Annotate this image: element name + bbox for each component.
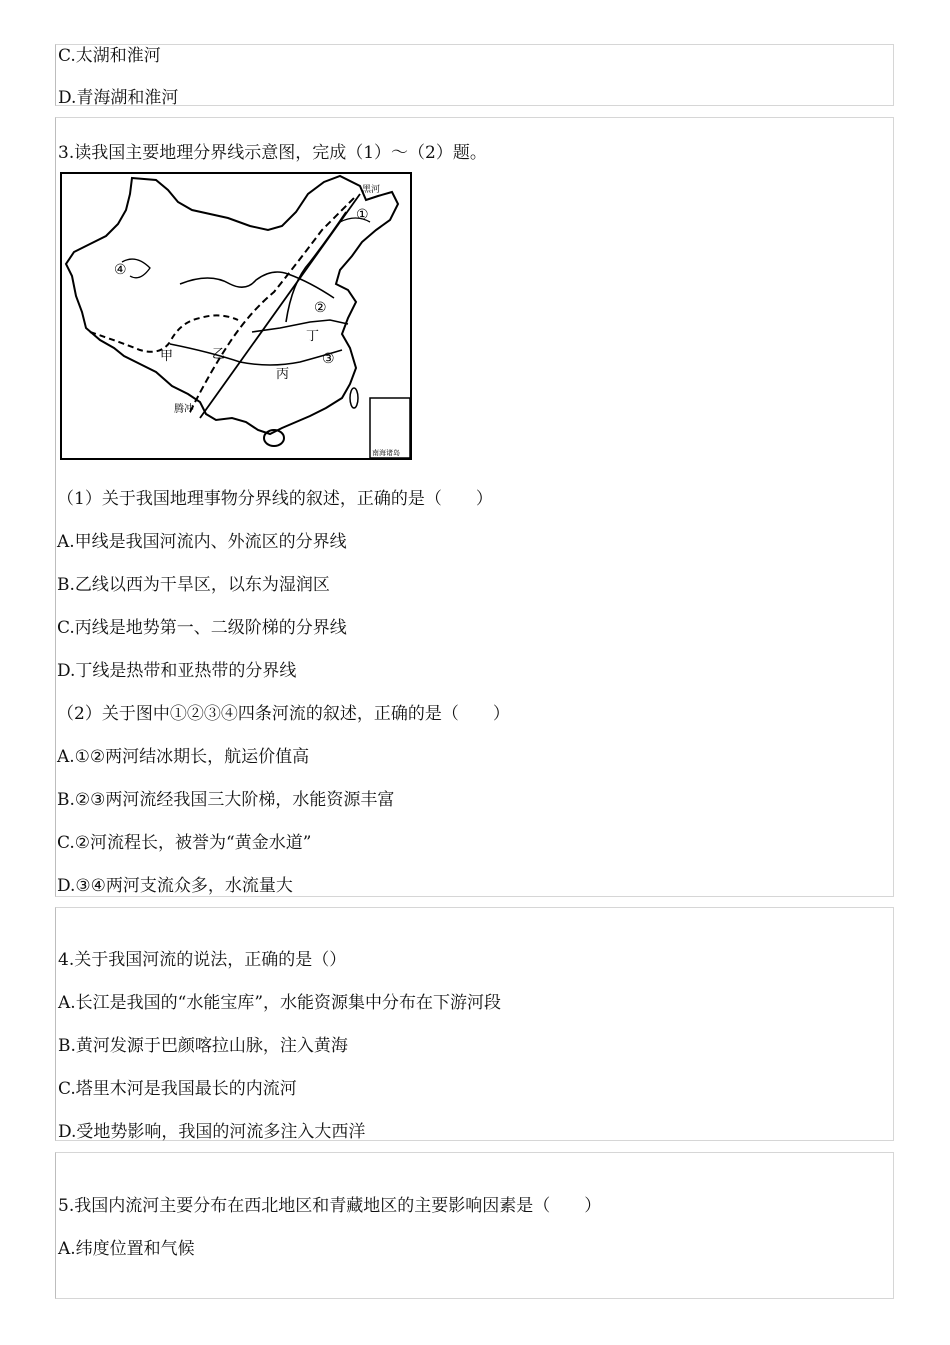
q5-option-a: A.纬度位置和气候 (58, 1239, 195, 1259)
q3-sub1-option-b: B.乙线以西为干旱区，以东为湿润区 (57, 575, 330, 595)
q3-sub1-option-d: D.丁线是热带和亚热带的分界线 (57, 661, 297, 681)
map-label-yi: 乙 (212, 347, 226, 362)
question-4-box (55, 907, 894, 1141)
map-label-tengchong: 腾冲 (174, 404, 194, 415)
map-label-river-4: ④ (114, 262, 127, 278)
map-label-river-1: ① (356, 207, 369, 223)
q3-sub2-option-a: A.①②两河结冰期长，航运价值高 (57, 747, 310, 767)
map-label-ding: 丁 (306, 329, 320, 344)
map-label-river-2: ② (314, 300, 327, 316)
map-label-heihe: 黑河 (362, 185, 381, 195)
q5-stem: 5.我国内流河主要分布在西北地区和青藏地区的主要影响因素是（ ） (58, 1196, 602, 1216)
map-label-bing: 丙 (276, 367, 290, 382)
q3-sub1-stem: （1）关于我国地理事物分界线的叙述，正确的是（ ） (57, 489, 493, 509)
q3-stem: 3.读我国主要地理分界线示意图，完成（1）～（2）题。 (58, 143, 487, 163)
map-label-inset: 南海诸岛 (372, 449, 400, 457)
question-5-box (55, 1152, 894, 1299)
map-label-jia: 甲 (160, 349, 174, 364)
q4-option-b: B.黄河发源于巴颜喀拉山脉，注入黄海 (58, 1036, 348, 1056)
q3-sub1-option-c: C.丙线是地势第一、二级阶梯的分界线 (57, 618, 347, 638)
q4-stem: 4.关于我国河流的说法，正确的是（） (58, 950, 347, 970)
q2-option-d: D.青海湖和淮河 (58, 88, 179, 108)
q2-option-c: C.太湖和淮河 (58, 46, 161, 66)
q3-sub2-option-b: B.②③两河流经我国三大阶梯，水能资源丰富 (57, 790, 395, 810)
q4-option-c: C.塔里木河是我国最长的内流河 (58, 1079, 297, 1099)
q3-sub2-option-c: C.②河流程长，被誉为“黄金水道” (57, 833, 312, 853)
q3-sub2-stem: （2）关于图中①②③④四条河流的叙述，正确的是（ ） (57, 704, 510, 724)
q4-option-d: D.受地势影响，我国的河流多注入大西洋 (58, 1122, 366, 1142)
china-boundary-map (60, 172, 412, 460)
question-2-box (55, 44, 894, 106)
q4-option-a: A.长江是我国的“水能宝库”，水能资源集中分布在下游河段 (58, 993, 502, 1013)
map-label-river-3: ③ (322, 351, 335, 367)
q3-sub2-option-d: D.③④两河支流众多，水流量大 (57, 876, 293, 896)
q3-sub1-option-a: A.甲线是我国河流内、外流区的分界线 (57, 532, 347, 552)
